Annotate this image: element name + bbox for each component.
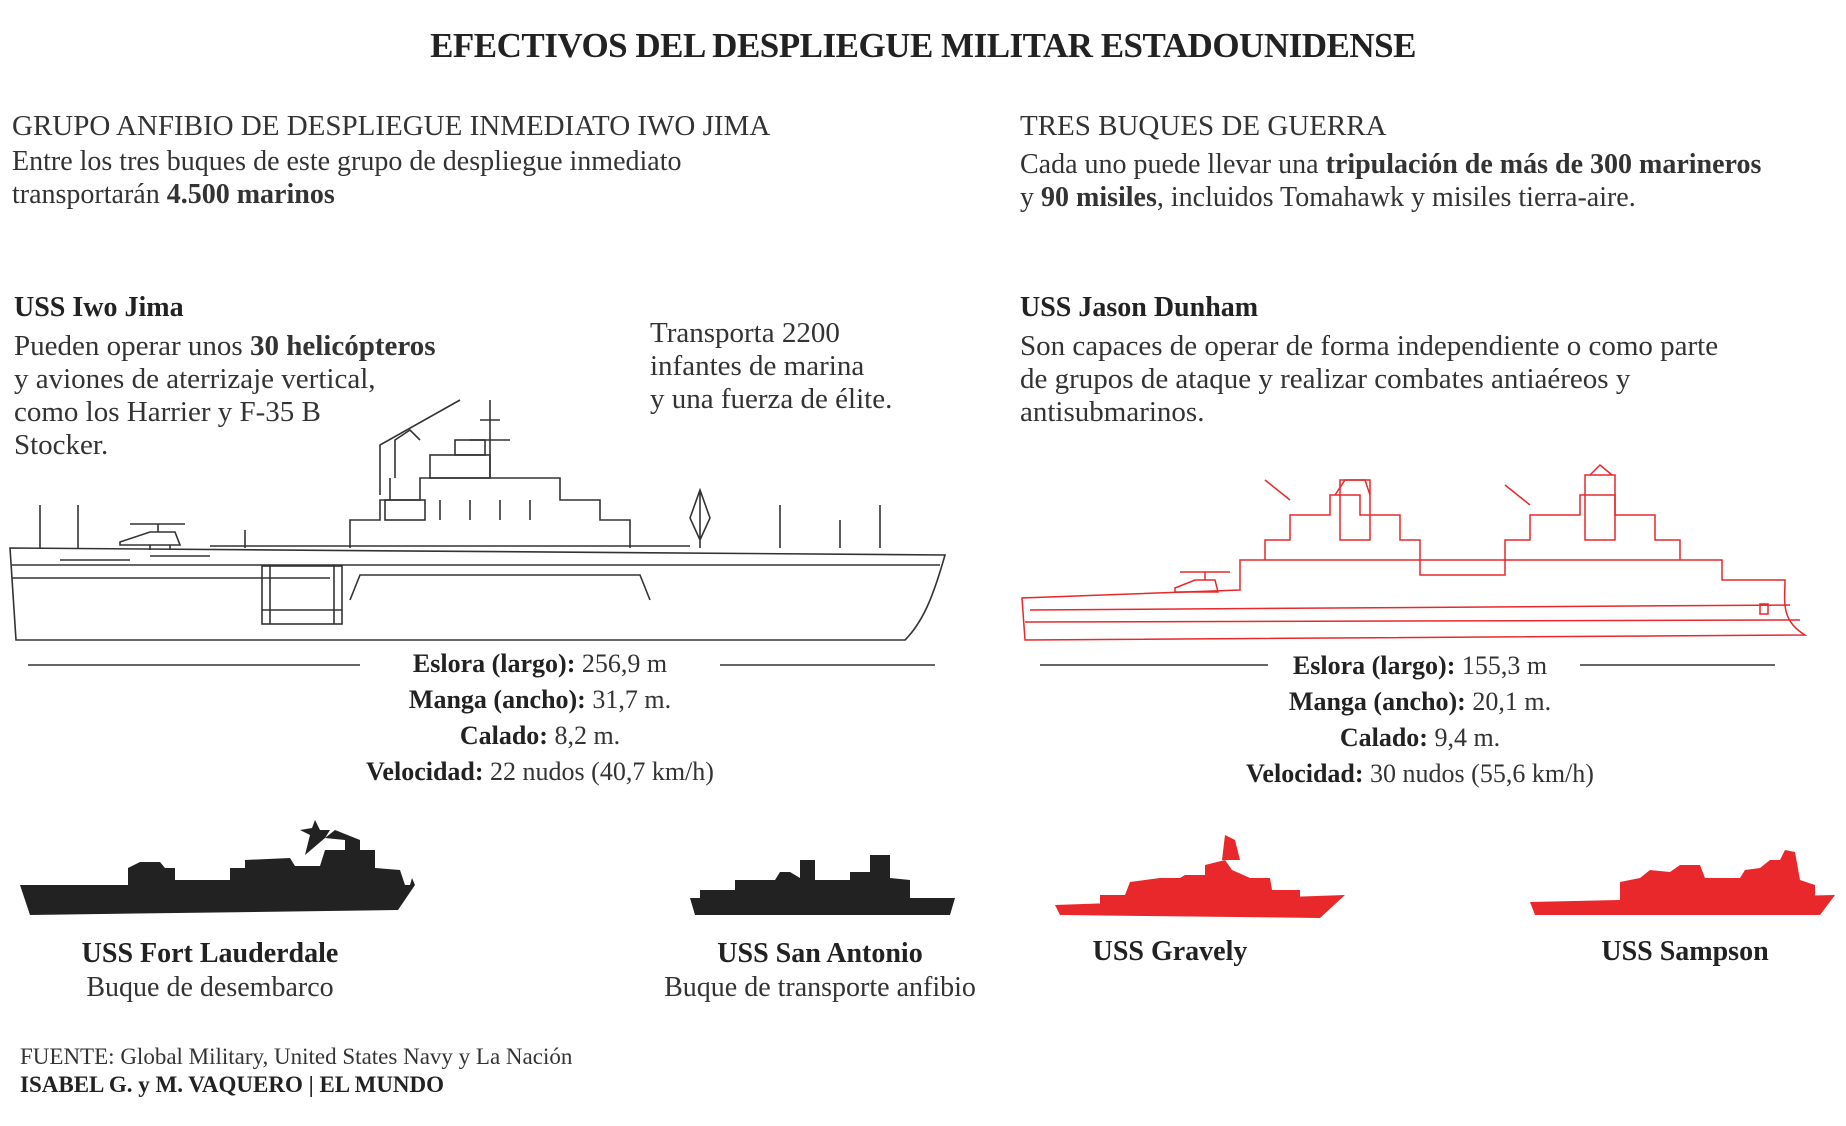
amphibious-lead-text: transportarán: [12, 179, 167, 210]
troops-note-line-2: infantes de marina: [650, 350, 865, 382]
source-text: Global Military, United States Navy y La Nación: [114, 1044, 573, 1069]
spec-label: Velocidad:: [1246, 759, 1364, 788]
iwo-jima-desc-line-2: y aviones de aterrizaje vertical,: [14, 363, 376, 395]
iwo-jima-desc-line-4: Stocker.: [14, 429, 109, 461]
spec-label: Calado:: [1339, 723, 1428, 752]
fleet-name-gravely: USS Gravely: [1092, 936, 1248, 967]
fleet-name-sampson: USS Sampson: [1601, 936, 1769, 967]
spec-value: 20,1 m.: [1465, 687, 1552, 716]
ship-silhouette-fort-lauderdale: [20, 820, 415, 915]
spec-value: 155,3 m: [1455, 651, 1548, 680]
fleet-name-san-antonio: USS San Antonio: [717, 938, 923, 969]
spec-value: 31,7 m.: [585, 685, 672, 714]
spec-value: 30 nudos (55,6 km/h): [1363, 759, 1594, 788]
warships-lead-text: Cada uno puede llevar una: [1020, 149, 1326, 180]
ship-silhouette-sampson: [1530, 850, 1835, 915]
spec-value: 8,2 m.: [547, 721, 621, 750]
credit-line: ISABEL G. y M. VAQUERO | EL MUNDO: [20, 1072, 445, 1097]
page-title: EFECTIVOS DEL DESPLIEGUE MILITAR ESTADOUNIDENSE: [430, 26, 1416, 65]
troops-note-line-3: y una fuerza de élite.: [650, 383, 893, 415]
warships-lead-text: , incluidos Tomahawk y misiles tierra-aire.: [1156, 182, 1636, 213]
spec-value: 9,4 m.: [1427, 723, 1501, 752]
section-heading-amphibious-group: GRUPO ANFIBIO DE DESPLIEGUE INMEDIATO IWO JIMA: [12, 110, 771, 142]
warships-lead-bold: 90 misiles: [1041, 182, 1157, 213]
ship-name-jason-dunham: USS Jason Dunham: [1020, 292, 1259, 323]
ship-silhouette-gravely: [1055, 835, 1345, 918]
source-label: FUENTE:: [20, 1044, 115, 1069]
spec-label: Manga (ancho):: [1288, 687, 1466, 716]
amphibious-lead-line-1: Entre los tres buques de este grupo de despliegue inmediato: [12, 146, 682, 177]
jason-dunham-desc-line-3: antisubmarinos.: [1020, 396, 1205, 428]
warships-lead-bold: tripulación de más de 300 marineros: [1325, 149, 1762, 180]
jason-dunham-desc-line-1: Son capaces de operar de forma independiente o como parte: [1020, 330, 1719, 362]
iwo-jima-desc-line-3: como los Harrier y F-35 B: [14, 396, 321, 428]
spec-value: 256,9 m: [575, 649, 668, 678]
fleet-role-fort-lauderdale: Buque de desembarco: [86, 972, 334, 1003]
fleet-role-san-antonio: Buque de transporte anfibio: [664, 972, 976, 1003]
spec-value: 22 nudos (40,7 km/h): [483, 757, 714, 786]
warships-lead-text: y: [1020, 182, 1041, 213]
iwo-jima-desc-text: Pueden operar unos: [14, 330, 250, 362]
fleet-name-fort-lauderdale: USS Fort Lauderdale: [81, 938, 339, 969]
jason-dunham-desc-line-2: de grupos de ataque y realizar combates antiaéreos y: [1020, 363, 1631, 395]
source-note: [20, 1044, 572, 1070]
spec-label: Eslora (largo):: [1292, 651, 1456, 680]
spec-label: Velocidad:: [366, 757, 484, 786]
troops-note-line-1: Transporta 2200: [650, 317, 840, 349]
iwo-jima-desc-bold: 30 helicópteros: [249, 330, 436, 362]
spec-label: Calado:: [459, 721, 548, 750]
spec-label: Eslora (largo):: [412, 649, 576, 678]
spec-label: Manga (ancho):: [408, 685, 586, 714]
ship-name-iwo-jima: USS Iwo Jima: [14, 292, 184, 323]
ship-silhouette-san-antonio: [690, 855, 955, 915]
section-heading-warships: TRES BUQUES DE GUERRA: [1020, 110, 1387, 142]
amphibious-lead-bold: 4.500 marinos: [166, 179, 335, 210]
